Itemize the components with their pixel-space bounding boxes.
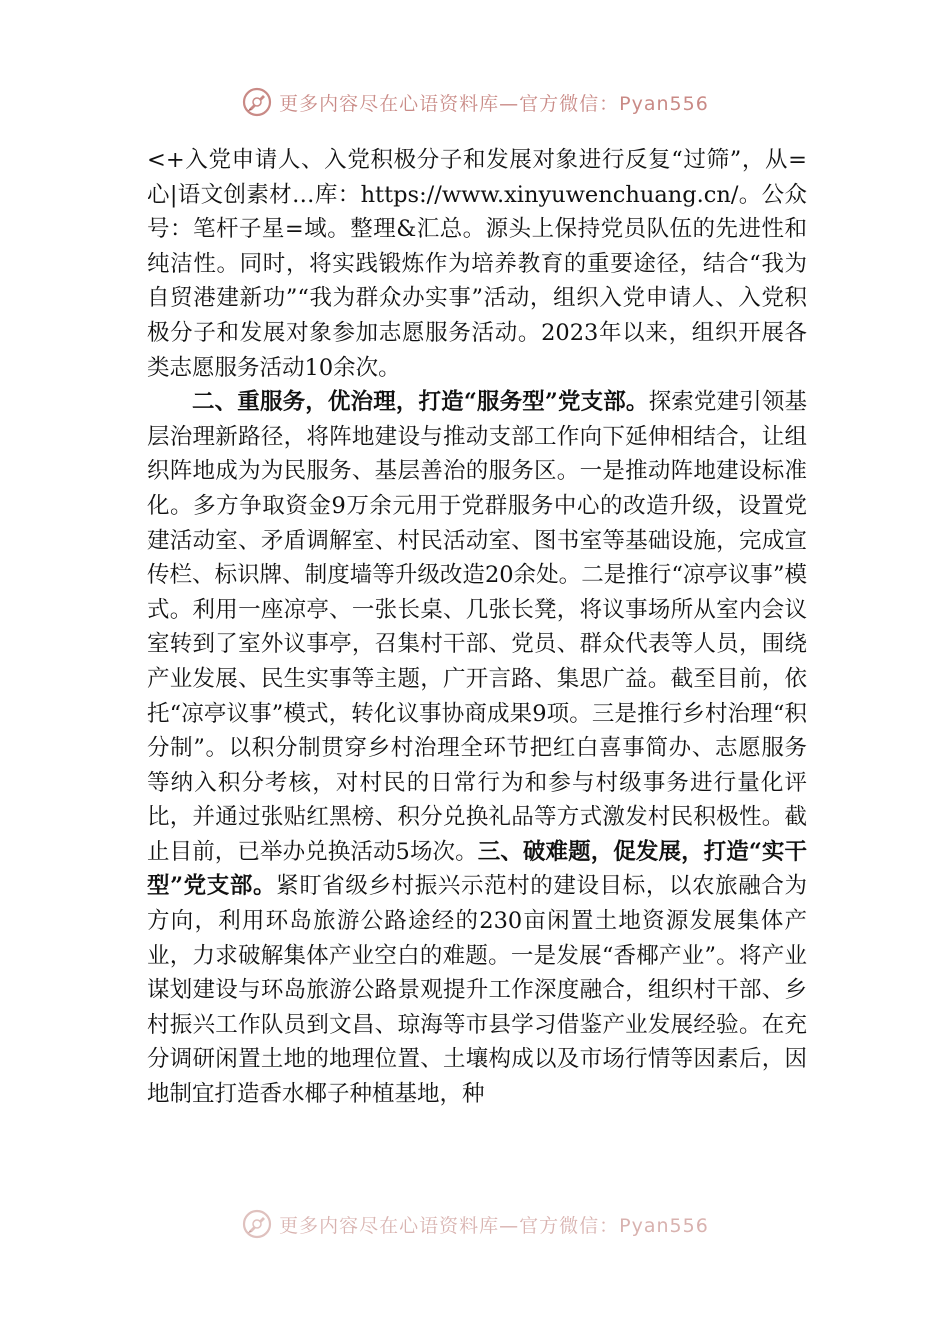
watermark-top bbox=[0, 86, 950, 118]
paragraph-3-text: 紧盯省级乡村振兴示范村的建设目标，以农旅融合为方向，利用环岛旅游公路途经的230亩闲置土地资源发展集体产业，力求破解集体产业空白的难题。一是发展“香椰产业”。将产业谋划建设与环岛旅游公路景观提升工作深度融合，组织村干部、乡村振兴工作队员到文昌、琼海等市县学习借鉴产业发展经验。在充分调研闲置土地的地理位置、土壤构成以及市场行情等因素后，因地制宜打造香水椰子种植基地，种 bbox=[147, 873, 807, 1108]
watermark-text: 更多内容尽在心语资料库—官方微信：Pyan556 bbox=[279, 92, 709, 115]
pen-logo-icon bbox=[241, 1208, 273, 1240]
section-heading-2: 二、重服务，优治理，打造“服务型”党支部。 bbox=[192, 389, 649, 416]
paragraph-1: <+入党申请人、入党积极分子和发展对象进行反复“过筛”，从=心|语文创素材…库：https://www.xinyuwenchuang.cn/。公众号：笔杆子星=域。整理&汇总。源头上保持党员队伍的先进性和纯洁性。同时，将实践锻炼作为培养教育的重要途径，结合“我为自贸港建新功”“我为群众办实事”活动，组织入党申请人、入党积极分子和发展对象参加志愿服务活动。2023年以来，组织开展各类志愿服务活动10余次。 bbox=[147, 147, 807, 381]
paragraph-2-text: 探索党建引领基层治理新路径，将阵地建设与推动支部工作向下延伸相结合，让组织阵地成为为民服务、基层善治的服务区。一是推动阵地建设标准化。多方争取资金9万余元用于党群服务中心的改造升级，设置党建活动室、矛盾调解室、村民活动室、图书室等基础设施，完成宣传栏、标识牌、制度墙等升级改造20余处。二是推行“凉亭议事”模式。利用一座凉亭、一张长桌、几张长凳，将议事场所从室内会议室转到了室外议事亭，召集村干部、党员、群众代表等人员，围绕产业发展、民生实事等主题，广开言路、集思广益。截至目前，依托“凉亭议事”模式，转化议事协商成果9项。三是推行乡村治理“积分制”。以积分制贯穿乡村治理全环节把红白喜事简办、志愿服务等纳入积分考核，对村民的日常行为和参与村级事务进行量化评比，并通过张贴红黑榜、积分兑换礼品等方式激发村民积极性。截止目前，已举办兑换活动5场次。 bbox=[147, 389, 807, 865]
section-heading-3: 三、破难题，促发展，打造“实干型”党支部。 bbox=[147, 838, 807, 900]
pen-logo-icon bbox=[241, 86, 273, 118]
watermark-bottom bbox=[0, 1208, 950, 1240]
document-body bbox=[147, 143, 807, 1112]
watermark-text: 更多内容尽在心语资料库—官方微信：Pyan556 bbox=[279, 1214, 709, 1237]
paragraph-2 bbox=[147, 385, 807, 1111]
